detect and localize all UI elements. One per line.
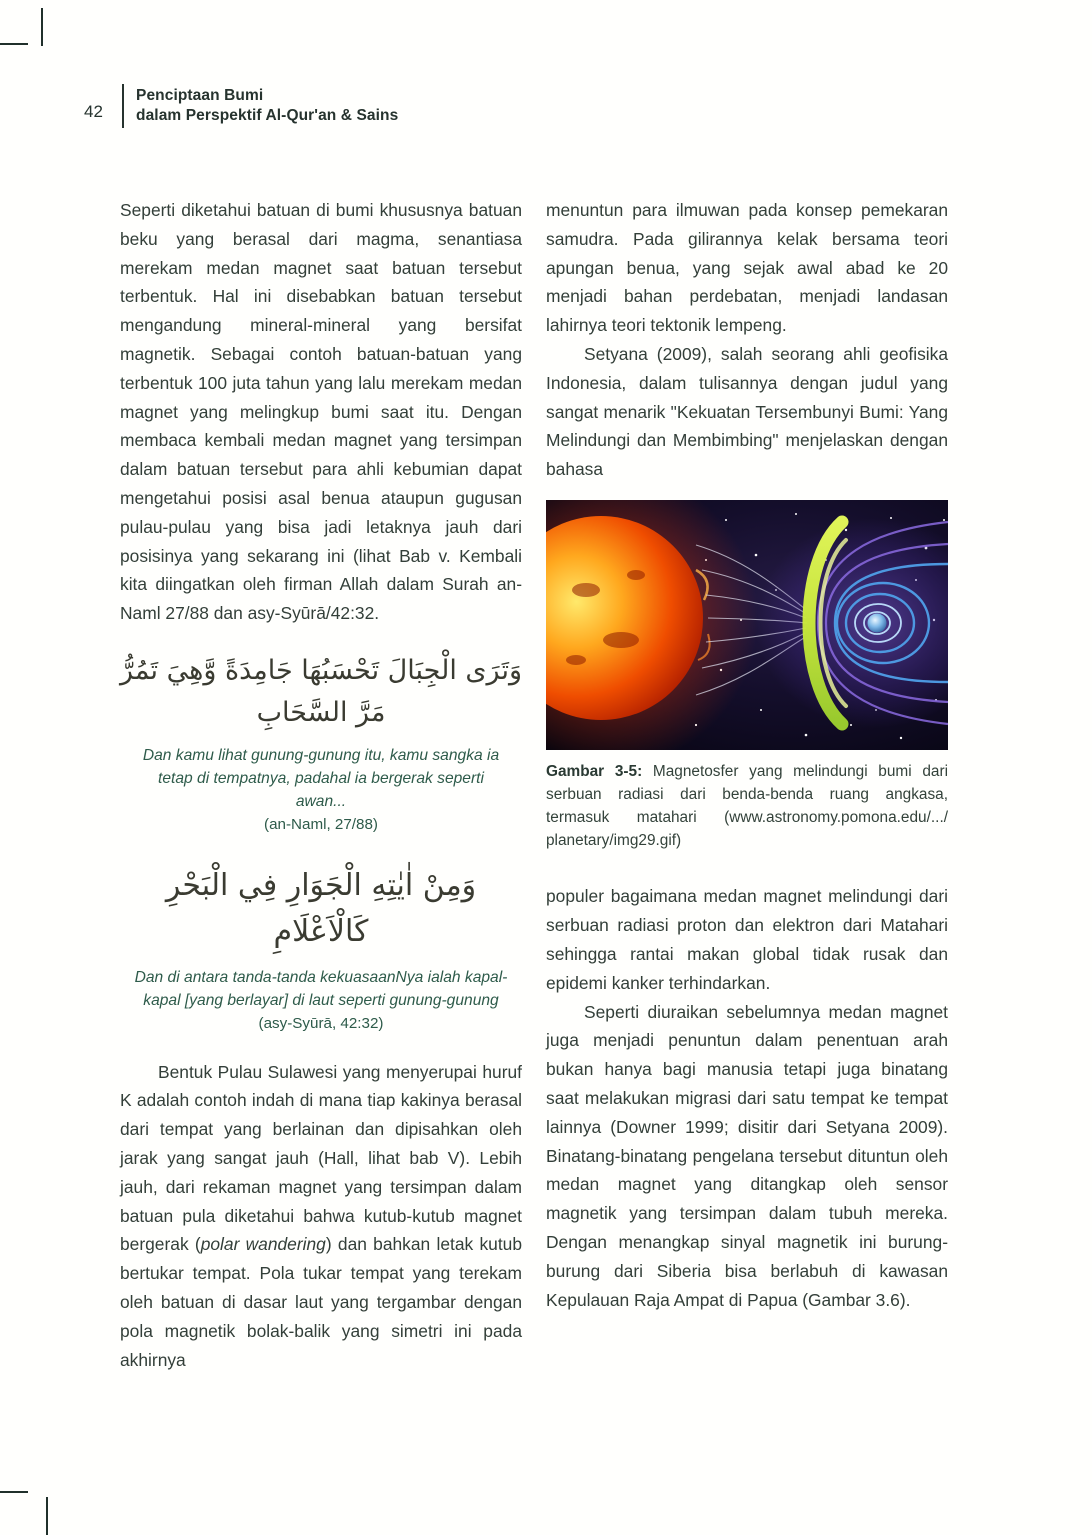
running-title	[136, 86, 398, 126]
verse-translation: Dan di antara tanda-tanda kekuasaanNya ialah kapal-kapal [yang berlayar] di laut seperti gunung-gunung	[134, 968, 508, 1010]
paragraph-text: ) dan bahkan letak kutub bertukar tempat. Pola tukar tempat yang terekam oleh batuan di dasar laut yang tergambar dengan pola magnetik bolak-balik yang simetri ini pada akhirnya	[120, 1234, 523, 1370]
verse-reference: (asy-Syūrā, 42:32)	[258, 1014, 384, 1032]
running-header	[84, 84, 398, 128]
crop-mark-bottom-left-horizontal	[0, 1491, 28, 1493]
running-title-line2: dalam Perspektif Al-Qur'an & Sains	[136, 107, 399, 124]
figure-caption-text: Magnetosfer yang melindungi bumi dari serbuan radiasi dari benda-benda ruang angkasa, termasuk matahari (www.astronomy.pomona.edu/.../ planetary/img29.gif)	[546, 762, 948, 850]
crop-mark-bottom-left-vertical	[46, 1497, 48, 1535]
page-number: 42	[84, 102, 103, 121]
earth	[868, 613, 887, 632]
crop-mark-top-left-horizontal	[0, 43, 28, 45]
two-column-body	[120, 196, 948, 1374]
figure-caption	[546, 760, 948, 852]
paragraph-text: Bentuk Pulau Sulawesi yang menyerupai huruf K adalah contoh indah di mana tiap kakinya berasal dari tempat yang berlainan dan dipisahkan oleh jarak yang sangat jauh (Hall, lihat bab V). Lebih jauh, dari rekaman magnet yang tersimpan dalam batuan pula diketahui bahwa kutub-kutub magnet bergerak (	[120, 1061, 522, 1255]
crop-mark-top-left-vertical	[41, 8, 43, 46]
figure-caption-label: Gambar 3-5:	[546, 762, 643, 780]
header-divider	[122, 84, 124, 128]
left-column	[120, 196, 522, 1374]
paragraph: populer bagaimana medan magnet melindungi dari serbuan radiasi proton dan elektron dari Matahari sehingga rantai makan global tidak rusak dan epidemi kanker terhindarkan.	[546, 886, 948, 993]
verse-reference: (an-Naml, 27/88)	[264, 815, 378, 833]
italic-term: polar wandering	[200, 1234, 326, 1255]
figure-magnetosphere	[546, 500, 948, 852]
arabic-verse-annaml: وَتَرَى الْجِبَالَ تَحْسَبُهَا جَامِدَةً وَّهِيَ تَمُرُّ مَرَّ السَّحَابِ	[120, 654, 522, 728]
paragraph: Seperti diuraikan sebelumnya medan magnet juga menjadi penuntun dalam penentuan arah bukan hanya bagi manusia tetapi juga binatang saat melakukan migrasi dari satu tempat ke tempat lainnya (Downer 1999; disitir dari Setyana 2009). Binatang-binatang pengelana tersebut dituntun oleh medan magnet yang ditangkap oleh sensor magnetik yang tersimpan dalam tubuh mereka. Dengan menangkap sinyal magnetik ini burung-burung dari Siberia bisa berlabuh di kawasan Kepulauan Raja Ampat di Papua (Gambar 3.6).	[546, 1001, 948, 1310]
paragraph	[120, 1058, 522, 1375]
running-title-line1: Penciptaan Bumi	[136, 87, 264, 105]
paragraph: menuntun para ilmuwan pada konsep pemekaran samudra. Pada gilirannya kelak bersama teori apungan benua, yang sejak awal abad ke 20 menjadi bahan perdebatan, menjadi landasan lahirnya teori tektonik lempeng.	[546, 200, 948, 336]
arabic-verse-asysyura: وَمِنْ اٰيٰتِهِ الْجَوَارِ فِي الْبَحْرِ كَالْاَعْلَامِ	[165, 867, 477, 950]
paragraph: Seperti diketahui batuan di bumi khususnya batuan beku yang berasal dari magma, senantiasa merekam medan magnet saat batuan tersebut terbentuk. Hal ini disebabkan batuan tersebut mengandung mineral-mineral yang bersifat magnetik. Sebagai contoh batuan-batuan yang terbentuk 100 juta tahun yang lalu merekam medan magnet yang melingkup bumi saat itu. Dengan membaca kembali medan magnet yang tersimpan dalam batuan tersebut para ahli kebumian dapat mengetahui posisi asal benua ataupun gugusan pulau-pulau yang bisa jadi letaknya jauh dari posisinya yang sekarang ini (lihat Bab v. Kembali kita diingatkan oleh firman Allah dalam Surah an-Naml 27/88 dan asy-Syūrā/42:32.	[120, 200, 522, 624]
verse-translation: Dan kamu lihat gunung-gunung itu, kamu sangka ia tetap di tempatnya, padahal ia bergerak seperti awan...	[142, 746, 500, 811]
right-column	[546, 196, 948, 1374]
magnetosphere-illustration-image	[546, 500, 948, 750]
paragraph: Setyana (2009), salah seorang ahli geofisika Indonesia, dalam tulisannya dengan judul yang sangat menarik "Kekuatan Tersembunyi Bumi: Yang Melindungi dan Membimbing" menjelaskan dengan bahasa	[546, 343, 948, 480]
